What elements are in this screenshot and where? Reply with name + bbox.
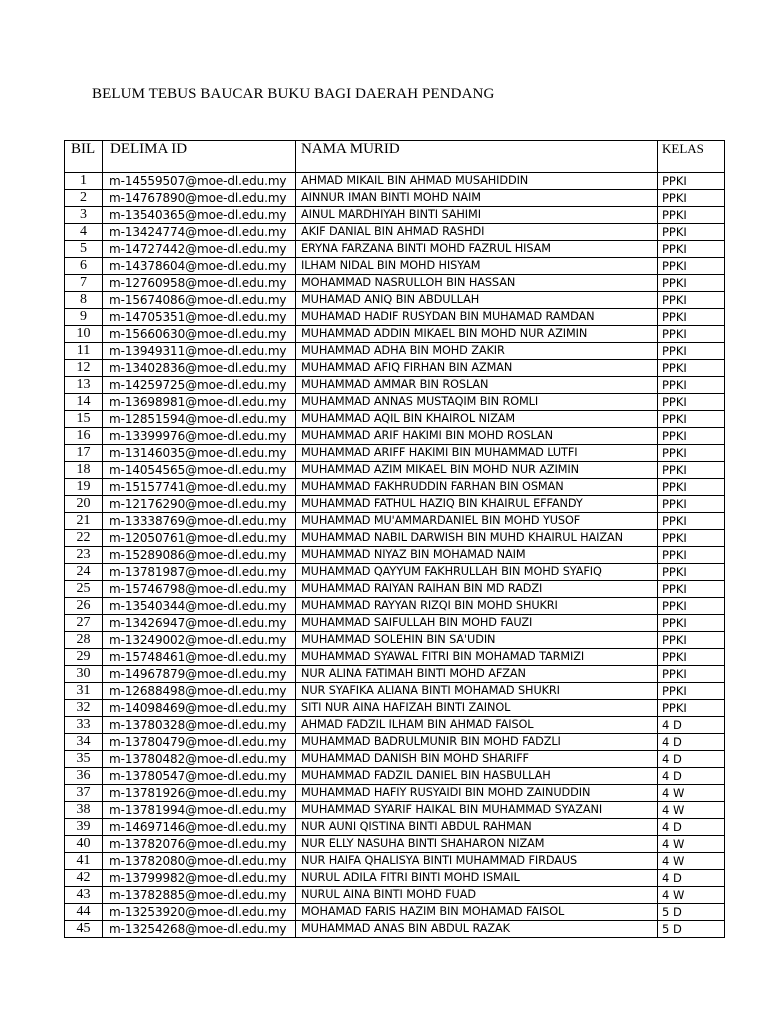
table-row bbox=[65, 309, 725, 326]
delima-id-cell: m-15157741@moe-dl.edu.my bbox=[103, 479, 296, 496]
row-number: 17 bbox=[65, 445, 103, 462]
delima-id-cell: m-14727442@moe-dl.edu.my bbox=[103, 241, 296, 258]
student-name-cell: NURUL AINA BINTI MOHD FUAD bbox=[296, 887, 658, 904]
student-name-cell: MUHAMMAD NIYAZ BIN MOHAMAD NAIM bbox=[296, 547, 658, 564]
class-cell: 4 W bbox=[658, 836, 725, 853]
delima-id-cell: m-13782076@moe-dl.edu.my bbox=[103, 836, 296, 853]
student-name-cell: ILHAM NIDAL BIN MOHD HISYAM bbox=[296, 258, 658, 275]
row-number: 21 bbox=[65, 513, 103, 530]
class-cell: 4 D bbox=[658, 717, 725, 734]
class-cell: 4 W bbox=[658, 785, 725, 802]
class-cell: PPKI bbox=[658, 241, 725, 258]
class-cell: PPKI bbox=[658, 632, 725, 649]
table-row bbox=[65, 683, 725, 700]
table-row bbox=[65, 853, 725, 870]
delima-id-cell: m-12688498@moe-dl.edu.my bbox=[103, 683, 296, 700]
student-name-cell: MOHAMMAD NASRULLOH BIN HASSAN bbox=[296, 275, 658, 292]
row-number: 39 bbox=[65, 819, 103, 836]
table-row bbox=[65, 513, 725, 530]
delima-id-cell: m-13781994@moe-dl.edu.my bbox=[103, 802, 296, 819]
delima-id-cell: m-13254268@moe-dl.edu.my bbox=[103, 921, 296, 938]
delima-id-cell: m-14098469@moe-dl.edu.my bbox=[103, 700, 296, 717]
row-number: 30 bbox=[65, 666, 103, 683]
delima-id-cell: m-14705351@moe-dl.edu.my bbox=[103, 309, 296, 326]
class-cell: PPKI bbox=[658, 343, 725, 360]
row-number: 38 bbox=[65, 802, 103, 819]
row-number: 23 bbox=[65, 547, 103, 564]
row-number: 45 bbox=[65, 921, 103, 938]
class-cell: PPKI bbox=[658, 530, 725, 547]
class-cell: PPKI bbox=[658, 683, 725, 700]
delima-id-cell: m-12050761@moe-dl.edu.my bbox=[103, 530, 296, 547]
student-name-cell: MUHAMMAD SYARIF HAIKAL BIN MUHAMMAD SYAZANI bbox=[296, 802, 658, 819]
class-cell: PPKI bbox=[658, 428, 725, 445]
student-name-cell: AKIF DANIAL BIN AHMAD RASHDI bbox=[296, 224, 658, 241]
delima-id-cell: m-12851594@moe-dl.edu.my bbox=[103, 411, 296, 428]
table-row bbox=[65, 292, 725, 309]
header-kelas: KELAS bbox=[658, 141, 725, 173]
class-cell: PPKI bbox=[658, 598, 725, 615]
student-name-cell: MUHAMMAD QAYYUM FAKHRULLAH BIN MOHD SYAFIQ bbox=[296, 564, 658, 581]
table-row bbox=[65, 819, 725, 836]
class-cell: 4 D bbox=[658, 768, 725, 785]
student-name-cell: ERYNA FARZANA BINTI MOHD FAZRUL HISAM bbox=[296, 241, 658, 258]
student-name-cell: AHMAD FADZIL ILHAM BIN AHMAD FAISOL bbox=[296, 717, 658, 734]
delima-id-cell: m-14054565@moe-dl.edu.my bbox=[103, 462, 296, 479]
class-cell: 4 W bbox=[658, 802, 725, 819]
table-row bbox=[65, 887, 725, 904]
delima-id-cell: m-13146035@moe-dl.edu.my bbox=[103, 445, 296, 462]
delima-id-cell: m-13399976@moe-dl.edu.my bbox=[103, 428, 296, 445]
student-name-cell: AHMAD MIKAIL BIN AHMAD MUSAHIDDIN bbox=[296, 173, 658, 190]
table-row bbox=[65, 207, 725, 224]
student-name-cell: AINNUR IMAN BINTI MOHD NAIM bbox=[296, 190, 658, 207]
student-name-cell: MUHAMMAD ARIF HAKIMI BIN MOHD ROSLAN bbox=[296, 428, 658, 445]
table-row bbox=[65, 632, 725, 649]
row-number: 10 bbox=[65, 326, 103, 343]
class-cell: PPKI bbox=[658, 462, 725, 479]
class-cell: 4 D bbox=[658, 734, 725, 751]
table-header-row bbox=[65, 141, 725, 173]
student-name-cell: NUR ELLY NASUHA BINTI SHAHARON NIZAM bbox=[296, 836, 658, 853]
student-name-cell: NUR ALINA FATIMAH BINTI MOHD AFZAN bbox=[296, 666, 658, 683]
class-cell: 5 D bbox=[658, 921, 725, 938]
delima-id-cell: m-13949311@moe-dl.edu.my bbox=[103, 343, 296, 360]
row-number: 19 bbox=[65, 479, 103, 496]
class-cell: PPKI bbox=[658, 700, 725, 717]
student-name-cell: MUHAMMAD AQIL BIN KHAIROL NIZAM bbox=[296, 411, 658, 428]
delima-id-cell: m-15746798@moe-dl.edu.my bbox=[103, 581, 296, 598]
table-row bbox=[65, 462, 725, 479]
row-number: 42 bbox=[65, 870, 103, 887]
row-number: 5 bbox=[65, 241, 103, 258]
row-number: 27 bbox=[65, 615, 103, 632]
row-number: 44 bbox=[65, 904, 103, 921]
row-number: 43 bbox=[65, 887, 103, 904]
row-number: 35 bbox=[65, 751, 103, 768]
table-row bbox=[65, 479, 725, 496]
row-number: 40 bbox=[65, 836, 103, 853]
student-name-cell: MUHAMMAD SAIFULLAH BIN MOHD FAUZI bbox=[296, 615, 658, 632]
delima-id-cell: m-14697146@moe-dl.edu.my bbox=[103, 819, 296, 836]
delima-id-cell: m-13698981@moe-dl.edu.my bbox=[103, 394, 296, 411]
table-row bbox=[65, 666, 725, 683]
row-number: 16 bbox=[65, 428, 103, 445]
table-row bbox=[65, 190, 725, 207]
row-number: 29 bbox=[65, 649, 103, 666]
table-row bbox=[65, 275, 725, 292]
delima-id-cell: m-13781987@moe-dl.edu.my bbox=[103, 564, 296, 581]
class-cell: PPKI bbox=[658, 207, 725, 224]
delima-id-cell: m-14559507@moe-dl.edu.my bbox=[103, 173, 296, 190]
student-name-cell: MUHAMMAD RAIYAN RAIHAN BIN MD RADZI bbox=[296, 581, 658, 598]
student-name-cell: NURUL ADILA FITRI BINTI MOHD ISMAIL bbox=[296, 870, 658, 887]
table-row bbox=[65, 598, 725, 615]
student-name-cell: MUHAMAD ANIQ BIN ABDULLAH bbox=[296, 292, 658, 309]
table-row bbox=[65, 734, 725, 751]
student-name-cell: MUHAMMAD NABIL DARWISH BIN MUHD KHAIRUL HAIZAN bbox=[296, 530, 658, 547]
table-row bbox=[65, 496, 725, 513]
class-cell: 5 D bbox=[658, 904, 725, 921]
header-nama-murid: NAMA MURID bbox=[296, 141, 658, 173]
student-name-cell: NUR HAIFA QHALISYA BINTI MUHAMMAD FIRDAUS bbox=[296, 853, 658, 870]
class-cell: 4 D bbox=[658, 819, 725, 836]
delima-id-cell: m-13780482@moe-dl.edu.my bbox=[103, 751, 296, 768]
row-number: 3 bbox=[65, 207, 103, 224]
delima-id-cell: m-13782080@moe-dl.edu.my bbox=[103, 853, 296, 870]
row-number: 25 bbox=[65, 581, 103, 598]
delima-id-cell: m-13780479@moe-dl.edu.my bbox=[103, 734, 296, 751]
class-cell: PPKI bbox=[658, 479, 725, 496]
delima-id-cell: m-13781926@moe-dl.edu.my bbox=[103, 785, 296, 802]
header-delima-id: DELIMA ID bbox=[103, 141, 296, 173]
class-cell: 4 D bbox=[658, 870, 725, 887]
class-cell: PPKI bbox=[658, 190, 725, 207]
row-number: 37 bbox=[65, 785, 103, 802]
row-number: 14 bbox=[65, 394, 103, 411]
table-row bbox=[65, 768, 725, 785]
class-cell: PPKI bbox=[658, 377, 725, 394]
row-number: 28 bbox=[65, 632, 103, 649]
row-number: 11 bbox=[65, 343, 103, 360]
table-row bbox=[65, 904, 725, 921]
class-cell: PPKI bbox=[658, 564, 725, 581]
row-number: 31 bbox=[65, 683, 103, 700]
class-cell: PPKI bbox=[658, 666, 725, 683]
delima-id-cell: m-13249002@moe-dl.edu.my bbox=[103, 632, 296, 649]
class-cell: PPKI bbox=[658, 411, 725, 428]
student-name-cell: MUHAMMAD AFIQ FIRHAN BIN AZMAN bbox=[296, 360, 658, 377]
class-cell: PPKI bbox=[658, 649, 725, 666]
row-number: 9 bbox=[65, 309, 103, 326]
row-number: 6 bbox=[65, 258, 103, 275]
student-name-cell: MUHAMMAD DANISH BIN MOHD SHARIFF bbox=[296, 751, 658, 768]
student-name-cell: MOHAMAD FARIS HAZIM BIN MOHAMAD FAISOL bbox=[296, 904, 658, 921]
row-number: 1 bbox=[65, 173, 103, 190]
row-number: 36 bbox=[65, 768, 103, 785]
delima-id-cell: m-15674086@moe-dl.edu.my bbox=[103, 292, 296, 309]
table-row bbox=[65, 173, 725, 190]
delima-id-cell: m-14967879@moe-dl.edu.my bbox=[103, 666, 296, 683]
class-cell: PPKI bbox=[658, 326, 725, 343]
table-row bbox=[65, 649, 725, 666]
student-name-cell: MUHAMMAD ADHA BIN MOHD ZAKIR bbox=[296, 343, 658, 360]
table-body bbox=[65, 173, 725, 938]
table-row bbox=[65, 581, 725, 598]
student-name-cell: NUR SYAFIKA ALIANA BINTI MOHAMAD SHUKRI bbox=[296, 683, 658, 700]
header-bil: BIL bbox=[65, 141, 103, 173]
delima-id-cell: m-12176290@moe-dl.edu.my bbox=[103, 496, 296, 513]
student-name-cell: MUHAMMAD HAFIY RUSYAIDI BIN MOHD ZAINUDDIN bbox=[296, 785, 658, 802]
table-row bbox=[65, 751, 725, 768]
delima-id-cell: m-13540365@moe-dl.edu.my bbox=[103, 207, 296, 224]
student-name-cell: MUHAMMAD ANNAS MUSTAQIM BIN ROMLI bbox=[296, 394, 658, 411]
row-number: 24 bbox=[65, 564, 103, 581]
class-cell: PPKI bbox=[658, 513, 725, 530]
table-row bbox=[65, 411, 725, 428]
row-number: 12 bbox=[65, 360, 103, 377]
student-name-cell: MUHAMAD HADIF RUSYDAN BIN MUHAMAD RAMDAN bbox=[296, 309, 658, 326]
student-name-cell: MUHAMMAD RAYYAN RIZQI BIN MOHD SHUKRI bbox=[296, 598, 658, 615]
student-name-cell: MUHAMMAD ADDIN MIKAEL BIN MOHD NUR AZIMIN bbox=[296, 326, 658, 343]
row-number: 22 bbox=[65, 530, 103, 547]
delima-id-cell: m-13253920@moe-dl.edu.my bbox=[103, 904, 296, 921]
student-name-cell: MUHAMMAD BADRULMUNIR BIN MOHD FADZLI bbox=[296, 734, 658, 751]
row-number: 2 bbox=[65, 190, 103, 207]
delima-id-cell: m-14378604@moe-dl.edu.my bbox=[103, 258, 296, 275]
class-cell: PPKI bbox=[658, 496, 725, 513]
table-row bbox=[65, 343, 725, 360]
class-cell: PPKI bbox=[658, 173, 725, 190]
class-cell: PPKI bbox=[658, 581, 725, 598]
document-title: BELUM TEBUS BAUCAR BUKU BAGI DAERAH PENDANG bbox=[92, 86, 495, 102]
delima-id-cell: m-13780328@moe-dl.edu.my bbox=[103, 717, 296, 734]
table-row bbox=[65, 326, 725, 343]
class-cell: 4 D bbox=[658, 751, 725, 768]
table-row bbox=[65, 802, 725, 819]
row-number: 7 bbox=[65, 275, 103, 292]
class-cell: PPKI bbox=[658, 258, 725, 275]
student-name-cell: NUR AUNI QISTINA BINTI ABDUL RAHMAN bbox=[296, 819, 658, 836]
student-name-cell: MUHAMMAD AMMAR BIN ROSLAN bbox=[296, 377, 658, 394]
table-row bbox=[65, 564, 725, 581]
class-cell: PPKI bbox=[658, 275, 725, 292]
student-name-cell: MUHAMMAD FAKHRUDDIN FARHAN BIN OSMAN bbox=[296, 479, 658, 496]
student-name-cell: MUHAMMAD SOLEHIN BIN SA'UDIN bbox=[296, 632, 658, 649]
table-row bbox=[65, 445, 725, 462]
student-name-cell: MUHAMMAD ARIFF HAKIMI BIN MUHAMMAD LUTFI bbox=[296, 445, 658, 462]
table-row bbox=[65, 547, 725, 564]
student-name-cell: MUHAMMAD FATHUL HAZIQ BIN KHAIRUL EFFANDY bbox=[296, 496, 658, 513]
row-number: 34 bbox=[65, 734, 103, 751]
student-table bbox=[64, 140, 725, 938]
table-row bbox=[65, 530, 725, 547]
class-cell: 4 W bbox=[658, 853, 725, 870]
table-row bbox=[65, 870, 725, 887]
delima-id-cell: m-15289086@moe-dl.edu.my bbox=[103, 547, 296, 564]
table-row bbox=[65, 241, 725, 258]
table-row bbox=[65, 717, 725, 734]
table-row bbox=[65, 360, 725, 377]
row-number: 33 bbox=[65, 717, 103, 734]
class-cell: PPKI bbox=[658, 615, 725, 632]
class-cell: PPKI bbox=[658, 360, 725, 377]
class-cell: PPKI bbox=[658, 547, 725, 564]
delima-id-cell: m-13782885@moe-dl.edu.my bbox=[103, 887, 296, 904]
table-row bbox=[65, 615, 725, 632]
delima-id-cell: m-13402836@moe-dl.edu.my bbox=[103, 360, 296, 377]
row-number: 41 bbox=[65, 853, 103, 870]
delima-id-cell: m-14259725@moe-dl.edu.my bbox=[103, 377, 296, 394]
table-row bbox=[65, 921, 725, 938]
class-cell: PPKI bbox=[658, 445, 725, 462]
table-row bbox=[65, 428, 725, 445]
table-row bbox=[65, 258, 725, 275]
student-name-cell: MUHAMMAD MU'AMMARDANIEL BIN MOHD YUSOF bbox=[296, 513, 658, 530]
table-row bbox=[65, 785, 725, 802]
student-name-cell: MUHAMMAD FADZIL DANIEL BIN HASBULLAH bbox=[296, 768, 658, 785]
row-number: 20 bbox=[65, 496, 103, 513]
class-cell: PPKI bbox=[658, 309, 725, 326]
delima-id-cell: m-13540344@moe-dl.edu.my bbox=[103, 598, 296, 615]
table-row bbox=[65, 224, 725, 241]
row-number: 32 bbox=[65, 700, 103, 717]
row-number: 13 bbox=[65, 377, 103, 394]
class-cell: PPKI bbox=[658, 394, 725, 411]
table-row bbox=[65, 394, 725, 411]
student-name-cell: AINUL MARDHIYAH BINTI SAHIMI bbox=[296, 207, 658, 224]
row-number: 4 bbox=[65, 224, 103, 241]
student-name-cell: SITI NUR AINA HAFIZAH BINTI ZAINOL bbox=[296, 700, 658, 717]
row-number: 8 bbox=[65, 292, 103, 309]
student-name-cell: MUHAMMAD ANAS BIN ABDUL RAZAK bbox=[296, 921, 658, 938]
delima-id-cell: m-15660630@moe-dl.edu.my bbox=[103, 326, 296, 343]
table-row bbox=[65, 700, 725, 717]
delima-id-cell: m-12760958@moe-dl.edu.my bbox=[103, 275, 296, 292]
delima-id-cell: m-13424774@moe-dl.edu.my bbox=[103, 224, 296, 241]
row-number: 15 bbox=[65, 411, 103, 428]
row-number: 18 bbox=[65, 462, 103, 479]
row-number: 26 bbox=[65, 598, 103, 615]
table-row bbox=[65, 377, 725, 394]
delima-id-cell: m-13780547@moe-dl.edu.my bbox=[103, 768, 296, 785]
delima-id-cell: m-13799982@moe-dl.edu.my bbox=[103, 870, 296, 887]
class-cell: PPKI bbox=[658, 292, 725, 309]
class-cell: 4 W bbox=[658, 887, 725, 904]
student-name-cell: MUHAMMAD AZIM MIKAEL BIN MOHD NUR AZIMIN bbox=[296, 462, 658, 479]
delima-id-cell: m-13426947@moe-dl.edu.my bbox=[103, 615, 296, 632]
delima-id-cell: m-15748461@moe-dl.edu.my bbox=[103, 649, 296, 666]
class-cell: PPKI bbox=[658, 224, 725, 241]
table-row bbox=[65, 836, 725, 853]
delima-id-cell: m-13338769@moe-dl.edu.my bbox=[103, 513, 296, 530]
delima-id-cell: m-14767890@moe-dl.edu.my bbox=[103, 190, 296, 207]
student-name-cell: MUHAMMAD SYAWAL FITRI BIN MOHAMAD TARMIZI bbox=[296, 649, 658, 666]
